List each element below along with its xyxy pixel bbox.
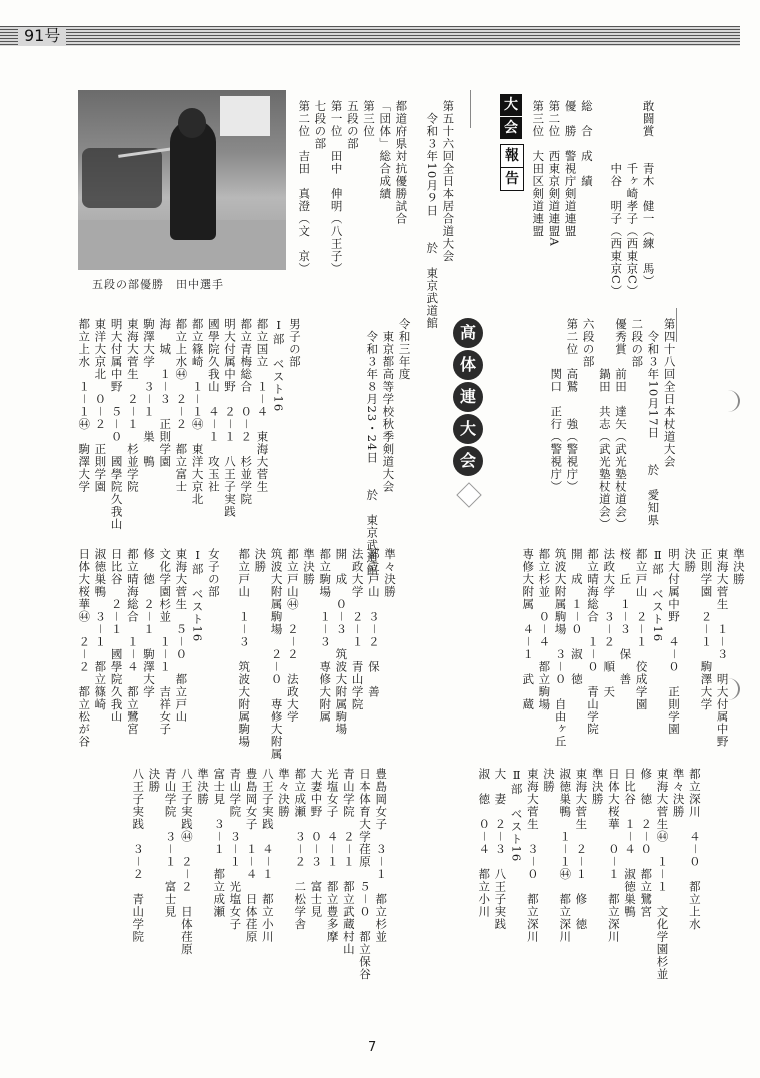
binder-hole-1 — [716, 390, 740, 412]
tournament-photo — [78, 90, 286, 270]
page-number: 7 — [368, 1040, 377, 1055]
men-div2-quarterfinals: 準々決勝 都立戸山 ３－２ 保 善 法政大学 ２－１ 青山学院 開 成 ０－３ 筑波大附属駒場 都立駒場 １－３ 専修大附属 準決勝 都立戸山㊹ ２－２ 法政大学 筑波大附属駒場 ２－０ 専修大附属 決勝 都立戸山 １－３ 筑波大附属駒場 — [237, 548, 398, 761]
photo-banner — [220, 96, 270, 136]
men-div1-best16: 男子の部 Ⅰ部 ベスト16 都立国立 １－４ 東海大菅生 都立青梅総合 ０－２ 杉並学院 明大付属中野 ２－１ 八王子実践 國學院久我山 ４－１ 攻玉社 都立篠崎 １－１㊹ 東洋大京北 都立上水㊹ ２－２ 都立富士 海 城 １－３ 正則学園 駒澤大学 ３－１ 巣 鴨 東海大菅生 ２－１ 杉並学院 明大付属中野 ５－０ 國學院久我山 東洋大京北 ０－２ 正則学園 都立上水 １－１㊹ 駒澤大学 — [77, 318, 302, 531]
binder-hole-2 — [716, 678, 740, 700]
iaido-tournament: 第五十六回全日本居合道大会 令和３年10月９日 於 東京武道館 — [425, 100, 456, 330]
badge-kai: 会 — [500, 117, 522, 139]
issue-number: 91号 — [18, 27, 66, 45]
koutai-char-1: 高 — [453, 318, 483, 348]
koutai-diamond-1 — [456, 482, 481, 507]
header-band — [0, 26, 740, 46]
prefecture-results: 都道府県対抗優勝試合 「団体」総合成績 第三位 五段の部 第一位 田中 伸明（八王子） 七段の部 第二位 吉田 真澄（文 京） — [297, 100, 409, 275]
photo-figure — [170, 120, 216, 240]
women-div1-knockout: 都立深川 ４－０ 都立上水 準々決勝 東海大菅生㊹ １－１ 文化学園杉並 修 徳 ２－０ 都立鷺宮 日比谷 １－４ 淑徳巣鴨 日体大桜華 ０－１ 都立深川 準決勝 東海大菅生 ２－１ 修 徳 淑徳巣鴨 １－１㊹ 都立深川 決勝 東海大菅生 ３－０ 都立深川 Ⅱ部 ベスト16 大 妻 ２－３ 八王子実践 淑 徳 ０－４ 都立小川 — [477, 768, 702, 981]
koutairen-heading — [449, 318, 489, 498]
awards-text: 敢闘賞 青木 健一（練 馬） 千ヶ崎孝子（西東京C） 中谷 明子（西東京C） — [609, 100, 656, 298]
highschool-tournament: 令和三年度 東京都高等学校秋季剣道大会 令和３年８月23・24日 於 東京武道館 — [365, 318, 412, 577]
photo-caption: 五段の部優勝 田中選手 — [92, 278, 224, 291]
koutai-char-3: 連 — [453, 382, 483, 412]
koutai-char-5: 会 — [453, 446, 483, 476]
overall-results: 総 合 成 績 優 勝 警視庁剣道連盟 第二位 西東京剣道連盟A 第三位 大田区剣道連盟 — [531, 100, 594, 247]
jodo-tournament: 第四十八回全日本杖道大会 令和３年10月17日 於 愛知県 二段の部 優秀賞 前田 達矢（武光塾杖道会） 鍋田 共志（武光塾杖道会） 六段の部 第二位 高鷲 強（警視庁） 関口 正行（警視庁） — [549, 318, 677, 531]
badge-hou: 報 — [500, 144, 524, 168]
women-div2-results: 豊島岡女子 ３－１ 都立杉並 日本体育大学荏原 ５－０ 都立保谷 青山学院 ２－１ 都立武蔵村山 光塩女子 ４－１ 都立豊多摩 大妻中野 ０－３ 富士見 都立成瀬 ３－２ 二松学舎 準々決勝 八王子実践 ４－１ 都立小川 豊島岡女子 １－４ 日体荏原 青山学院 ３－１ 光塩女子 富士見 ３－１ 都立成瀬 準決勝 八王子実践㊹ ２－２ 日体荏原 青山学院 ３－１ 富士見 決勝 八王子実践 ３－２ 青山学院 — [131, 768, 389, 981]
men-div1-final-and-div2: 準決勝 東海大菅生 １－３ 明大付属中野 正則学園 ２－１ 駒澤大学 決勝 明大付属中野 ４－０ 正則学園 Ⅱ部 ベスト16 都立戸山 ２－１ 佼成学園 桜 丘 １－３ 保 善 法政大学 ３－２ 順 天 都立晴海総合 １－０ 青山学院 開 成 １－０ 淑 徳 筑波大附属駒場 ３－０ 自由ヶ丘 都立杉並 ０－４ 都立駒場 専修大附属 ４－１ 武 蔵 — [521, 548, 746, 748]
iaido-rule — [470, 90, 471, 128]
women-div1-best16: 女子の部 Ⅰ部 ベスト16 東海大菅生 ５－０ 都立戸山 文化学園杉並 １－１ 吉祥女子 修 徳 ２－１ 駒澤大学 都立晴海総合 １－４ 都立鷺宮 日比谷 ２－１ 國學院久我山 淑徳巣鴨 ３－１ 都立篠崎 日体大桜華㊹ ２－２ 都立松が谷 — [77, 548, 221, 748]
koutai-char-2: 体 — [453, 350, 483, 380]
photo-head — [178, 108, 206, 138]
koutai-char-4: 大 — [453, 414, 483, 444]
badge-dai: 大 — [500, 94, 522, 116]
badge-koku: 告 — [500, 167, 524, 191]
